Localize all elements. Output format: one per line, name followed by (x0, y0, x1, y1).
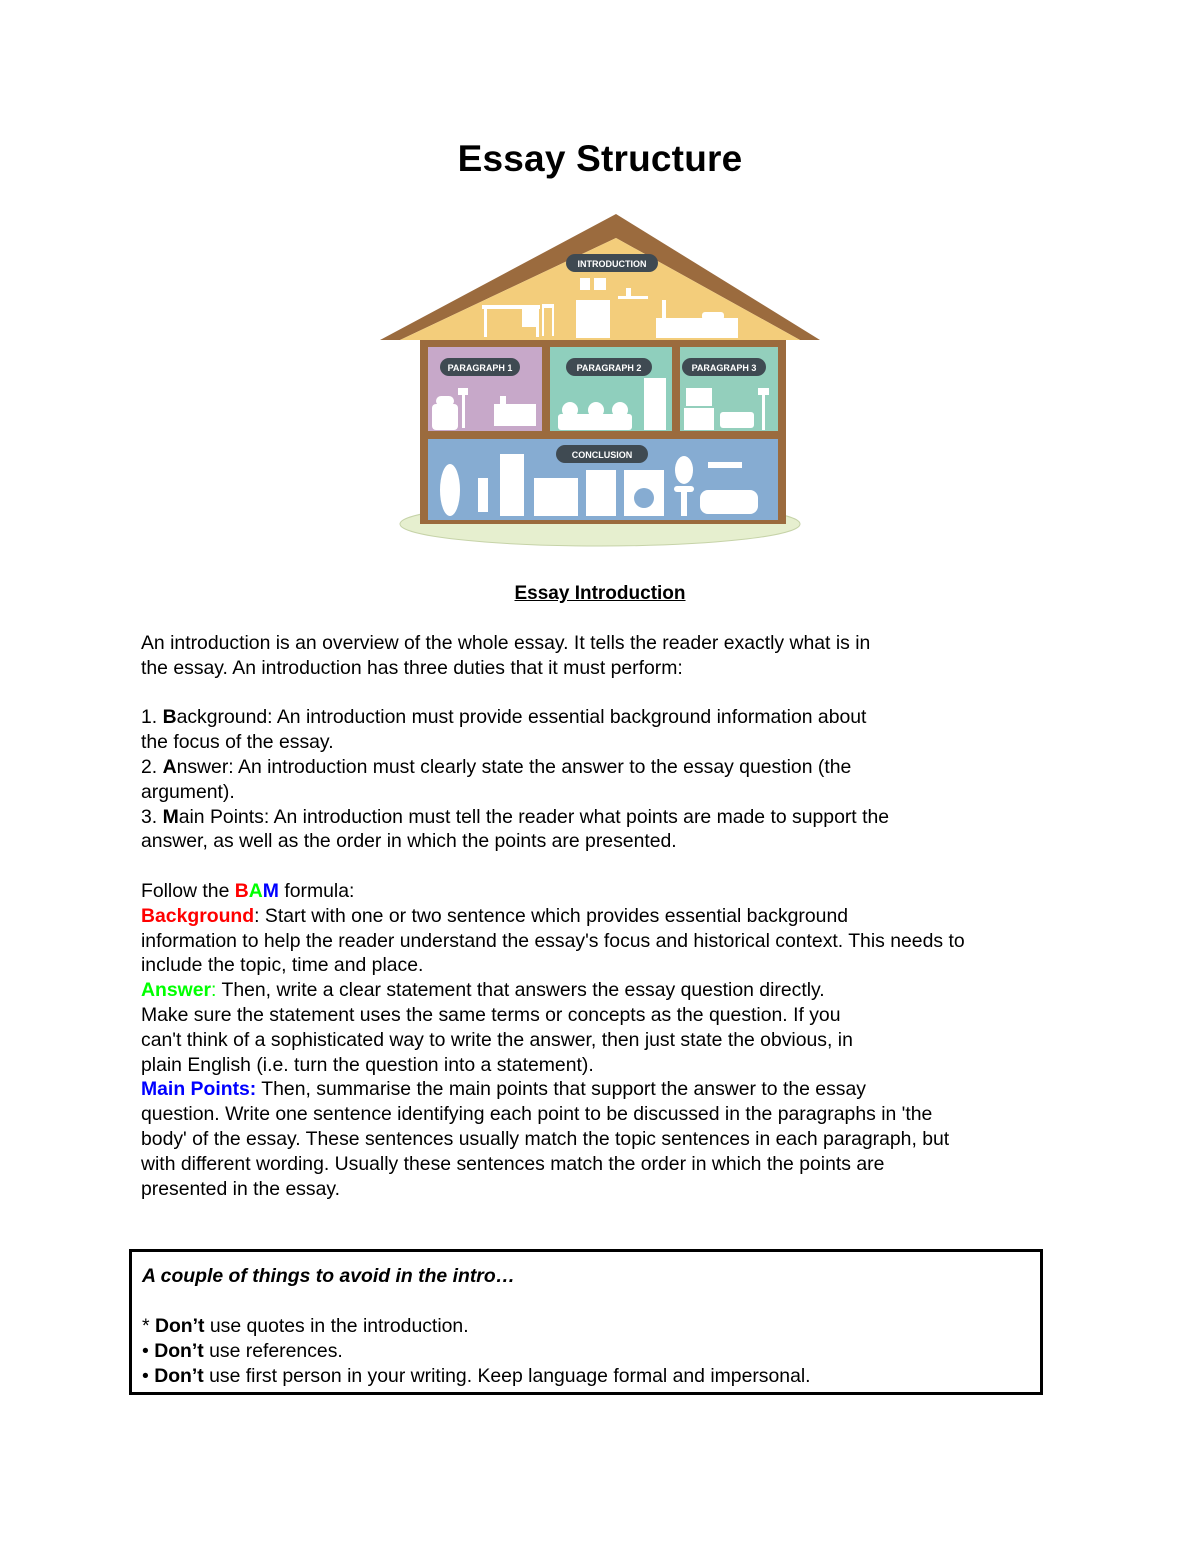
bam-answer-line: Make sure the statement uses the same terms or concepts as the question. If you (141, 1003, 841, 1026)
room-label-paragraph-3 (682, 358, 766, 376)
room-label-introduction-text: INTRODUCTION (577, 259, 647, 269)
duty-item-continuation: argument). (141, 780, 235, 803)
bam-answer: Answer: Then, write a clear statement that answers the essay question directly. (141, 979, 825, 1002)
room-label-paragraph-2 (566, 358, 652, 376)
essay-house-diagram (376, 208, 824, 558)
avoid-callout-box (129, 1249, 1043, 1395)
avoid-item: • Don’t use references. (142, 1340, 343, 1362)
room-label-introduction (566, 254, 658, 272)
bam-main-points-line: question. Write one sentence identifying each point to be discussed in the paragraphs in 'the (141, 1103, 933, 1126)
room-label-paragraph-1 (440, 358, 520, 376)
bam-main-points: Main Points: Then, summarise the main points that support the answer to the essay (141, 1078, 866, 1101)
intro-paragraph-line: An introduction is an overview of the whole essay. It tells the reader exactly what is in (141, 632, 871, 654)
room-label-paragraph-3-text: PARAGRAPH 3 (691, 363, 757, 373)
duty-item-continuation: answer, as well as the order in which the points are presented. (141, 830, 677, 853)
bam-answer-line: can't think of a sophisticated way to write the answer, then just state the obvious, in (141, 1028, 853, 1051)
duty-item: 1. Background: An introduction must provide essential background information about (141, 706, 867, 729)
intro-paragraph-line: the essay. An introduction has three duties that it must perform: (141, 656, 683, 679)
room-label-paragraph-2-text: PARAGRAPH 2 (576, 363, 642, 373)
duty-item: 3. Main Points: An introduction must tell the reader what points are made to support the (141, 805, 890, 828)
bam-lead: Follow the BAM formula: (141, 879, 355, 902)
page-title: Essay Structure (457, 138, 743, 179)
room-label-conclusion-text: CONCLUSION (571, 450, 633, 460)
avoid-callout-title: A couple of things to avoid in the intro… (142, 1265, 516, 1287)
bam-background-line: information to help the reader understand the essay's focus and historical context. This needs to (141, 929, 965, 952)
document-body (141, 631, 1081, 1201)
bam-main-points-line: body' of the essay. These sentences usually match the topic sentences in each paragraph, but (141, 1127, 950, 1150)
bam-main-points-line: presented in the essay. (141, 1177, 341, 1200)
avoid-item: * Don’t use quotes in the introduction. (142, 1315, 469, 1337)
bam-answer-line: plain English (i.e. turn the question into a statement). (141, 1053, 594, 1076)
bam-background-line: include the topic, time and place. (141, 954, 424, 977)
bam-main-points-line: with different wording. Usually these sentences match the order in which the points are (141, 1152, 885, 1175)
duty-item-continuation: the focus of the essay. (141, 731, 334, 754)
avoid-item: • Don’t use first person in your writing. Keep language formal and impersonal. (142, 1365, 811, 1387)
room-label-conclusion (556, 445, 648, 463)
duty-item: 2. Answer: An introduction must clearly state the answer to the essay question (the (141, 755, 852, 778)
section-heading: Essay Introduction (514, 583, 686, 604)
room-label-paragraph-1-text: PARAGRAPH 1 (447, 363, 513, 373)
bam-background: Background: Start with one or two sentence which provides essential background (141, 904, 849, 927)
